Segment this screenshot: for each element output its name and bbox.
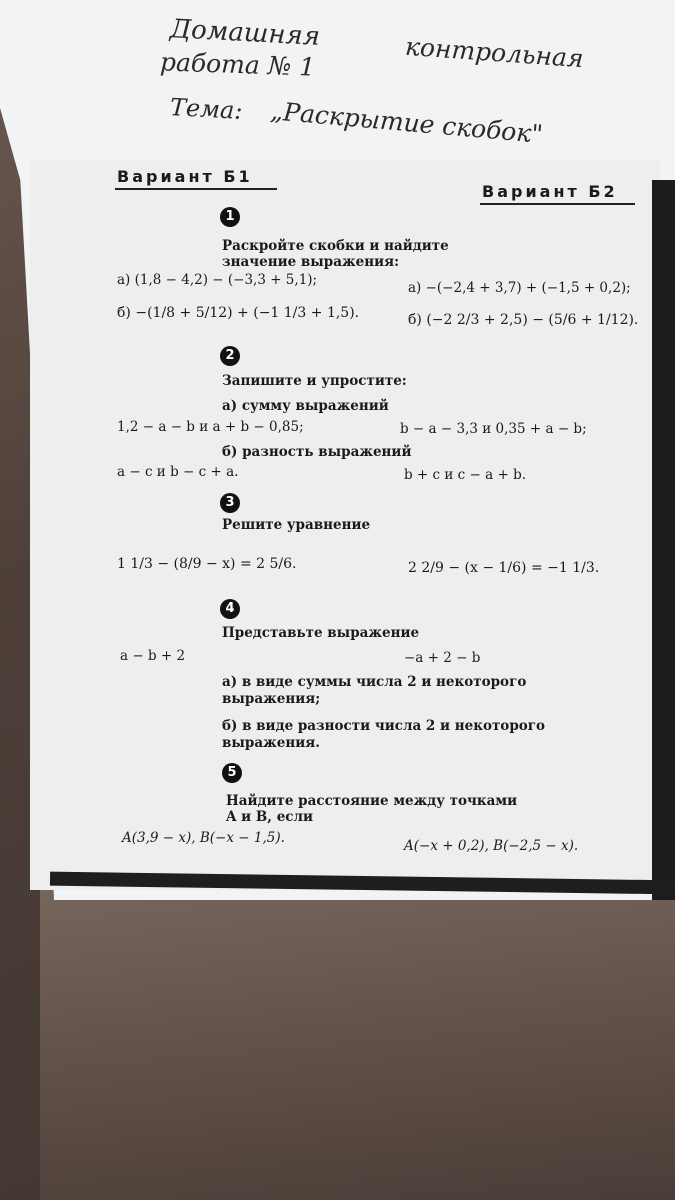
task-4-right: −a + 2 − b — [404, 650, 481, 666]
task-5-left: A(3,9 − x), B(−x − 1,5). — [122, 830, 285, 846]
handwritten-line-3a: Тема: — [169, 93, 244, 125]
task-4-left: a − b + 2 — [120, 648, 186, 664]
fabric-background — [40, 880, 675, 1200]
task-1-left-a: а) (1,8 − 4,2) − (−3,3 + 5,1); — [117, 272, 318, 288]
task-1-right-b: б) (−2 2/3 + 2,5) − (5/6 + 1/12). — [408, 312, 639, 328]
task-4-title: Представьте выражение — [222, 625, 420, 641]
task-2-title: Запишите и упростите: — [222, 373, 407, 389]
task-3-left: 1 1/3 − (8/9 − x) = 2 5/6. — [117, 556, 297, 572]
task-2-number: 2 — [220, 346, 240, 366]
variant-right-underline — [480, 203, 635, 205]
task-1-number: 1 — [220, 207, 240, 227]
task-1-title: Раскройте скобки и найдите значение выражения: — [222, 238, 449, 270]
task-2-sub-b: б) разность выражений — [222, 444, 412, 460]
task-5-title: Найдите расстояние между точками A и B, если — [226, 793, 518, 825]
task-5-right: A(−x + 0,2), B(−2,5 − x). — [404, 838, 579, 854]
task-2-right-b: b + c и c − a + b. — [404, 467, 527, 483]
task-1-left-b: б) −(1/8 + 5/12) + (−1 1/3 + 1,5). — [117, 305, 360, 321]
handwritten-line-1a: Домашняя — [169, 14, 321, 52]
page-edge-shadow — [652, 180, 675, 900]
handwritten-line-3b: „Раскрытие скобок" — [269, 96, 544, 149]
variant-left-title: Вариант Б1 — [117, 167, 253, 186]
task-4-sub-a: а) в виде суммы числа 2 и некоторого выражения; — [222, 674, 527, 707]
handwritten-line-2: работа № 1 — [159, 47, 316, 82]
variant-right-title: Вариант Б2 — [482, 182, 618, 201]
task-3-number: 3 — [220, 493, 240, 513]
task-3-right: 2 2/9 − (x − 1/6) = −1 1/3. — [408, 560, 600, 576]
variant-left-underline — [115, 188, 277, 190]
task-1-right-a: а) −(−2,4 + 3,7) + (−1,5 + 0,2); — [408, 280, 631, 296]
task-4-sub-b: б) в виде разности числа 2 и некоторого выражения. — [222, 718, 546, 751]
task-4-number: 4 — [220, 599, 240, 619]
task-2-sub-a: а) сумму выражений — [222, 398, 389, 414]
task-5-number: 5 — [222, 763, 242, 783]
task-2-left-a: 1,2 − a − b и a + b − 0,85; — [117, 419, 304, 435]
task-2-left-b: a − c и b − c + a. — [117, 464, 239, 480]
handwritten-line-1b: контрольная — [404, 31, 585, 74]
task-2-right-a: b − a − 3,3 и 0,35 + a − b; — [400, 421, 587, 437]
task-3-title: Решите уравнение — [222, 517, 371, 533]
